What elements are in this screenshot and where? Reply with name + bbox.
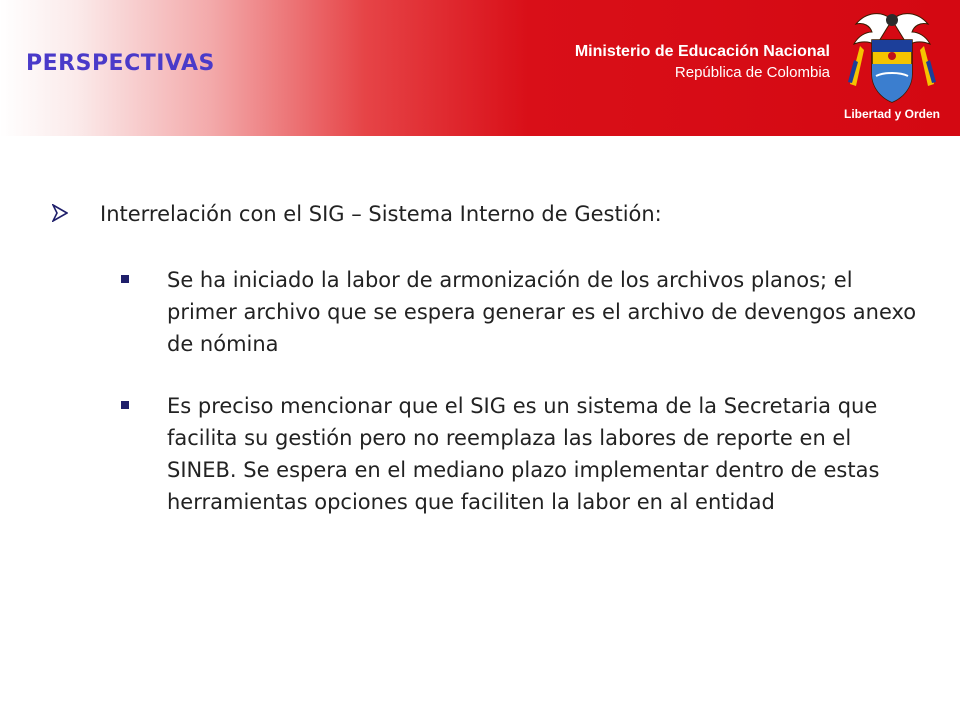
square-bullet-icon: [121, 401, 129, 409]
ministry-name: Ministerio de Educación Nacional: [574, 43, 830, 60]
seal-motto: Libertad y Orden: [843, 107, 941, 121]
sub-bullet-2-text: Es preciso mencionar que el SIG es un sistema de la Secretaria que facilita su gestión pero no reemplaza las labores de reporte en el SINEB. Se espera en el mediano plazo implementar dentro de estas herramientas opciones que faciliten la labor en al entidad: [167, 394, 880, 514]
arrow-bullet-icon: [52, 204, 68, 222]
slide-title: PERSPECTIVAS: [26, 51, 215, 76]
main-bullet-text: Interrelación con el SIG – Sistema Interno de Gestión:: [100, 202, 662, 226]
country-name: República de Colombia: [674, 64, 830, 81]
sub-bullet-1-text: Se ha iniciado la labor de armonización de los archivos planos; el primer archivo que se espera generar es el archivo de devengos anexo de nómina: [167, 268, 917, 356]
square-bullet-icon: [121, 275, 129, 283]
